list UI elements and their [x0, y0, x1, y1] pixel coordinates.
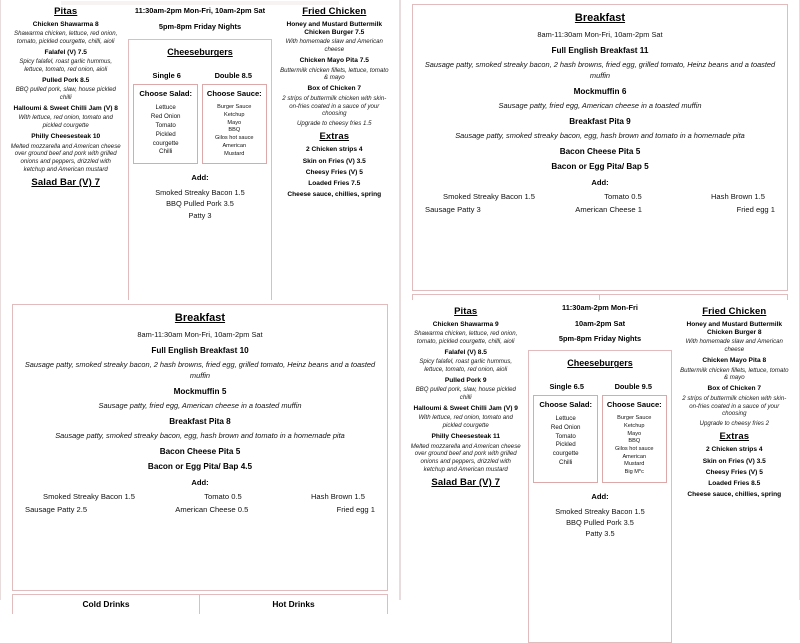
menu-item-desc: BBQ pulled pork, slaw, house pickled chilli	[415, 386, 516, 402]
salad-option: Tomato	[555, 432, 576, 440]
breakfast-heading: Breakfast	[174, 312, 226, 324]
extras-item: Loaded Fries 7.5	[308, 180, 361, 188]
choose-salad-box	[133, 84, 198, 164]
menu-item-desc: Sausage patty, smoked streaky bacon, egg, hash brown and tomato in a homemade pita	[55, 431, 345, 441]
menu-item-name: Honey and Mustard Buttermilk Chicken Burger 7.5	[286, 21, 383, 37]
extras-item: 2 Chicken strips 4	[706, 446, 763, 454]
fried-chicken-column	[277, 3, 392, 300]
menu-item-desc: Buttermilk chicken fillets, lettuce, tomato & mayo	[280, 66, 389, 82]
extras-heading: Extras	[319, 131, 350, 143]
sauce-option: Ketchup	[224, 112, 245, 119]
choose-sauce-box	[602, 395, 667, 483]
choose-salad-box	[533, 395, 598, 483]
add-option: BBQ Pulled Pork 3.5	[566, 517, 634, 527]
extras-footer-note: Cheese sauce, chillies, spring	[687, 491, 782, 499]
menu-item-desc: Sausage patty, fried egg, American cheese in a toasted muffin	[98, 401, 302, 411]
extras-item: Cheesy Fries (V) 5	[305, 168, 363, 176]
add-option: Smoked Streaky Bacon 1.5	[443, 192, 536, 202]
cheeseburger-double-price: Double 8.5	[214, 71, 252, 81]
menu-item-desc: Sausage patty, smoked streaky bacon, 2 hash browns, fried egg, grilled tomato, Heinz beans and a toasted muffin	[424, 60, 776, 81]
salad-option: Red Onion	[550, 423, 581, 431]
drinks-section	[12, 594, 388, 614]
cheeseburger-single-price: Single 6.5	[549, 382, 584, 392]
menu-item-desc: With homemade slaw and American cheese	[285, 38, 383, 54]
menu-page-1-top[interactable]	[0, 0, 400, 300]
menu-item-desc: Shawarma chicken, lettuce, red onion, tomato, pickled courgette, chilli, aioli	[414, 330, 518, 346]
salad-option: Red Onion	[150, 113, 181, 121]
add-option: American Cheese 0.5	[175, 505, 249, 515]
choose-sauce-heading: Choose Sauce:	[606, 400, 662, 410]
salad-option: Chilli	[558, 459, 573, 467]
choose-sauce-heading: Choose Sauce:	[206, 89, 262, 99]
menu-item-name: Breakfast Pita 9	[569, 117, 631, 127]
salad-option: Pickled	[155, 130, 176, 138]
menu-page-2-top[interactable]	[400, 0, 800, 300]
opening-hours-weekday: 11:30am-2pm Mon-Fri, 10am-2pm Sat	[134, 6, 266, 15]
menu-item-desc: Melted mozzarella and American cheese over ground beef and pork with grilled onions and peppers, drizzled with ketchup and American mustard	[10, 142, 121, 174]
menu-item-name: Box of Chicken 7	[307, 85, 362, 93]
sauce-option: Big M*c	[624, 469, 644, 476]
menu-item-desc: Spicy falafel, roast garlic hummus, lettuce, tomato, red onion, aioli	[19, 58, 113, 74]
add-option: Sausage Patty 3	[425, 205, 481, 215]
opening-hours-weekday: 11:30am-2pm Mon-Fri	[562, 303, 638, 312]
salad-option: Pickled	[555, 441, 576, 449]
menu-item-name: Halloumi & Sweet Chilli Jam (V) 8	[13, 105, 118, 113]
sauce-option: Burger Sauce	[617, 415, 652, 422]
cheeseburgers-box	[128, 39, 271, 332]
menu-item-desc: Shawarma chicken, lettuce, red onion, tomato, pickled courgette, chilli, aioli	[14, 30, 118, 46]
menu-item-name: Halloumi & Sweet Chilli Jam (V) 9	[413, 405, 518, 413]
menu-item-desc: Sausage patty, smoked streaky bacon, 2 hash browns, fried egg, grilled tomato, Heinz beans and a toasted muffin	[24, 360, 376, 381]
fries-upgrade-note: Upgrade to cheesy fries 1.5	[297, 120, 372, 128]
menu-item-name: Philly Cheesesteak 10	[31, 133, 101, 141]
add-option: Hash Brown 1.5	[710, 192, 765, 202]
add-option: Patty 3.5	[585, 529, 615, 539]
menu-item-name: Bacon Cheese Pita 5	[559, 147, 641, 157]
sauce-option: BBQ	[628, 438, 641, 445]
menu-page-1-bottom[interactable]	[0, 300, 400, 609]
pitas-column	[408, 303, 523, 600]
sauce-option: Ketchup	[624, 422, 645, 429]
sauce-option: BBQ	[228, 127, 241, 134]
cheeseburger-single-price: Single 6	[152, 71, 181, 81]
salad-option: Lettuce	[155, 104, 176, 112]
cheeseburger-add-label: Add:	[591, 491, 609, 501]
menu-page-2-bottom[interactable]	[400, 300, 800, 600]
fried-chicken-heading: Fried Chicken	[702, 306, 767, 317]
menu-item-name: Bacon or Egg Pita/ Bap 4.5	[147, 462, 253, 472]
add-option: Fried egg 1	[336, 505, 375, 515]
menu-item-desc: 2 strips of buttermilk chicken with skin-on-fries coated in a sauce of your choosing	[282, 94, 387, 118]
add-option: Smoked Streaky Bacon 1.5	[43, 492, 136, 502]
breakfast-box	[412, 4, 788, 291]
menu-item-name: Mockmuffin 6	[573, 87, 627, 97]
pitas-column	[8, 3, 123, 300]
extras-heading: Extras	[719, 431, 750, 443]
menu-item-name: Bacon Cheese Pita 5	[159, 447, 241, 457]
menu-item-name: Bacon or Egg Pita/ Bap 5	[551, 162, 649, 172]
menu-item-desc: With lettuce, red onion, tomato and pickled courgette	[418, 414, 513, 430]
menu-item-name: Philly Cheesesteak 11	[431, 433, 500, 441]
add-option: Smoked Streaky Bacon 1.5	[155, 188, 245, 198]
menu-item-name: Honey and Mustard Buttermilk Chicken Burger 8	[686, 321, 783, 337]
menu-item-name: Breakfast Pita 8	[169, 417, 231, 427]
opening-hours-friday: 5pm-8pm Friday Nights	[558, 334, 642, 344]
sauce-option: Mustard	[624, 461, 645, 468]
add-option: Sausage Patty 2.5	[25, 505, 88, 515]
cheeseburger-add-label: Add:	[191, 173, 209, 183]
menu-item-name: Full English Breakfast 11	[551, 46, 649, 55]
menu-item-desc: Melted mozzarella and American cheese over ground beef and pork with grilled onions and peppers, drizzled with ketchup and American mustard	[410, 442, 521, 474]
menu-item-name: Pulled Pork 9	[444, 377, 487, 385]
breakfast-add-label: Add:	[591, 178, 609, 188]
breakfast-hours: 8am-11:30am Mon-Fri, 10am-2pm Sat	[537, 30, 663, 39]
menu-item-name: Box of Chicken 7	[707, 385, 762, 393]
sauce-option: Gilos hot sauce	[214, 135, 254, 142]
menu-item-name: Mockmuffin 5	[173, 387, 227, 397]
breakfast-add-row	[21, 492, 379, 501]
cold-drinks-heading: Cold Drinks	[13, 595, 200, 614]
menu-item-desc: Sausage patty, fried egg, American cheese in a toasted muffin	[498, 101, 702, 111]
cheeseburgers-heading: Cheeseburgers	[567, 358, 633, 369]
menu-item-name: Chicken Shawarma 8	[32, 21, 99, 28]
sauce-options-list	[205, 104, 264, 158]
salad-option: Tomato	[155, 121, 176, 129]
salad-bar-heading: Salad Bar (V) 7	[431, 477, 500, 489]
menu-item-name: Chicken Mayo Pita 8	[702, 357, 767, 365]
add-option: Hash Brown 1.5	[310, 492, 365, 502]
extras-footer-note: Cheese sauce, chillies, spring	[287, 191, 382, 199]
menu-item-desc: BBQ pulled pork, slaw, house pickled chilli	[15, 86, 116, 102]
sauce-option: Mustard	[224, 150, 245, 157]
sauce-option: Gilos hot sauce	[614, 445, 654, 452]
breakfast-heading: Breakfast	[574, 12, 626, 24]
menu-item-desc: Buttermilk chicken fillets, lettuce, tomato & mayo	[680, 366, 789, 382]
menu-item-desc: Sausage patty, smoked streaky bacon, egg, hash brown and tomato in a homemade pita	[455, 131, 745, 141]
pitas-heading: Pitas	[454, 306, 478, 317]
breakfast-add-label: Add:	[191, 478, 209, 488]
add-option: Patty 3	[188, 210, 212, 220]
sauce-option: Mayo	[627, 430, 642, 437]
extras-item: Loaded Fries 8.5	[708, 480, 761, 488]
choose-sauce-box	[202, 84, 267, 164]
cheeseburgers-heading: Cheeseburgers	[167, 47, 233, 58]
extras-item: Cheesy Fries (V) 5	[705, 468, 763, 476]
add-option: Fried egg 1	[736, 205, 775, 215]
breakfast-add-row	[21, 505, 379, 514]
cheeseburgers-column	[126, 3, 273, 300]
salad-option: courgette	[152, 139, 179, 147]
sauce-options-list	[605, 415, 664, 477]
menu-item-desc: With homemade slaw and American cheese	[685, 338, 783, 354]
salad-bar-heading: Salad Bar (V) 7	[31, 177, 100, 189]
cheeseburgers-column	[526, 303, 673, 600]
menu-item-name: Full English Breakfast 10	[151, 346, 249, 355]
menu-item-name: Chicken Shawarma 9	[432, 321, 499, 328]
fried-chicken-heading: Fried Chicken	[302, 6, 367, 17]
extras-item: 2 Chicken strips 4	[306, 146, 363, 154]
add-option: Tomato 0.5	[204, 492, 242, 502]
salad-options-list	[136, 104, 195, 157]
fried-chicken-column	[677, 303, 792, 600]
add-option: BBQ Pulled Pork 3.5	[166, 199, 234, 209]
menu-item-desc: With lettuce, red onion, tomato and pickled courgette	[18, 114, 113, 130]
sauce-option: Mayo	[227, 119, 242, 126]
choose-salad-heading: Choose Salad:	[539, 400, 593, 410]
sauce-option: American	[622, 453, 647, 460]
salad-option: Chilli	[158, 148, 173, 156]
menu-item-name: Pulled Pork 8.5	[42, 77, 90, 85]
extras-item: Skin on Fries (V) 3.5	[302, 157, 366, 165]
menu-item-desc: Spicy falafel, roast garlic hummus, lettuce, tomato, red onion, aioli	[419, 358, 513, 374]
menu-item-name: Falafel (V) 7.5	[44, 49, 87, 57]
breakfast-hours: 8am-11:30am Mon-Fri, 10am-2pm Sat	[137, 330, 263, 339]
pitas-heading: Pitas	[54, 6, 78, 17]
cheeseburgers-box	[528, 350, 671, 643]
salad-option: courgette	[552, 450, 579, 458]
cheeseburger-add-list	[133, 187, 266, 220]
opening-hours-saturday: 10am-2pm Sat	[574, 318, 626, 328]
menu-item-name: Falafel (V) 8.5	[444, 349, 487, 357]
add-option: American Cheese 1	[575, 205, 642, 215]
sauce-option: American	[222, 142, 247, 149]
hot-drinks-heading: Hot Drinks	[272, 599, 315, 609]
add-option: Smoked Streaky Bacon 1.5	[555, 506, 645, 516]
choose-salad-heading: Choose Salad:	[139, 89, 193, 99]
salad-option: Lettuce	[555, 415, 576, 423]
salad-options-list	[536, 415, 595, 468]
breakfast-add-row	[421, 205, 779, 214]
add-option: Tomato 0.5	[604, 192, 642, 202]
menu-item-name: Chicken Mayo Pita 7.5	[299, 57, 369, 65]
cheeseburger-double-price: Double 9.5	[614, 382, 652, 392]
opening-hours-friday: 5pm-8pm Friday Nights	[158, 21, 242, 31]
extras-item: Skin on Fries (V) 3.5	[702, 457, 766, 465]
fries-upgrade-note: Upgrade to cheesy fries 2	[699, 420, 769, 428]
breakfast-box	[12, 304, 388, 591]
breakfast-add-row	[421, 192, 779, 201]
menu-item-desc: 2 strips of buttermilk chicken with skin-on-fries coated in a sauce of your choosing	[682, 394, 787, 418]
cheeseburger-add-list	[533, 506, 666, 539]
sauce-option: Burger Sauce	[217, 104, 252, 111]
